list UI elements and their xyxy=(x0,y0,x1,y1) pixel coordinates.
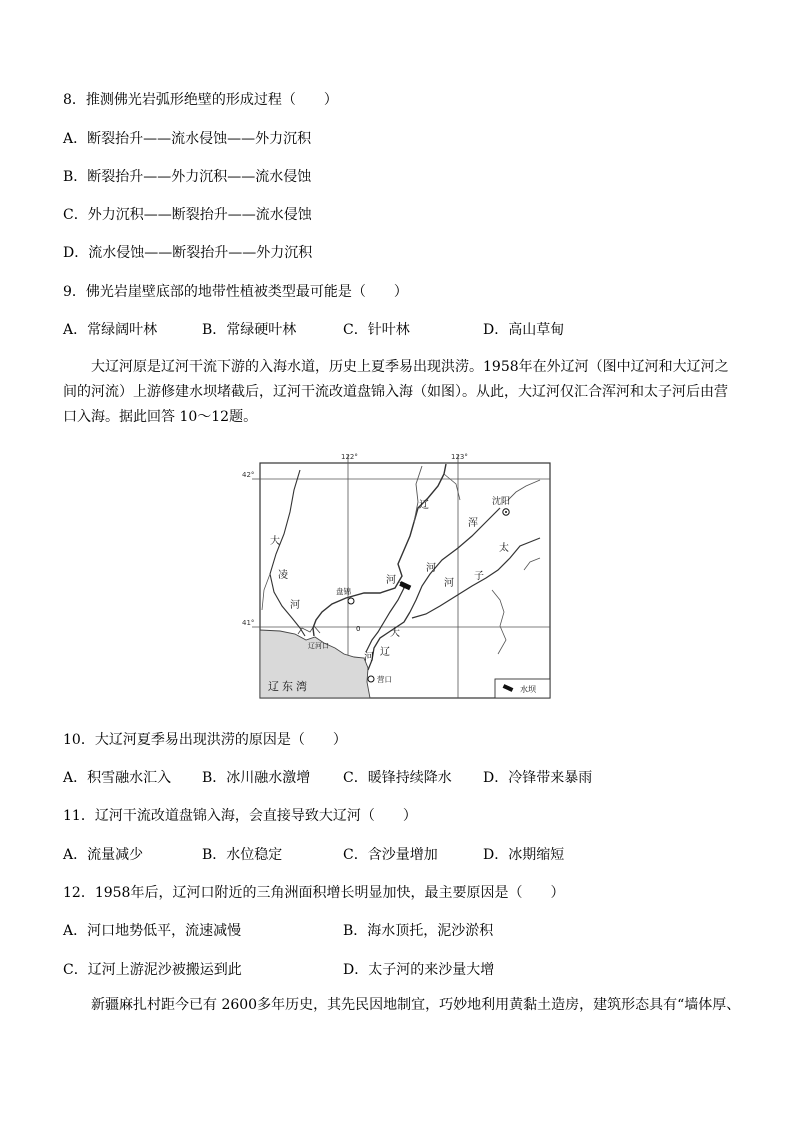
passage-daliao: 大辽河原是辽河干流下游的入海水道，历史上夏季易出现洪涝。1958年在外辽河（图中辽河和大辽河之间的河流）上游修建水坝堵截后，辽河干流改道盘锦入海（如图）。从此，大辽河仅汇合浑河和太子河后由营口入海。据此回答 10～12题。 xyxy=(63,359,729,425)
label-yingkou: 营口 xyxy=(377,675,392,684)
q11-option-b[interactable]: B．水位稳定 xyxy=(202,847,283,863)
q10-option-d[interactable]: D．冷锋带来暴雨 xyxy=(483,770,593,786)
q12-option-c[interactable]: C．辽河上游泥沙被搬运到此 xyxy=(63,962,242,978)
panjin-marker xyxy=(348,598,354,604)
q10-stem: 10．大辽河夏季易出现洪涝的原因是（ ） xyxy=(63,732,347,748)
q9-stem: 9．佛光岩崖壁底部的地带性植被类型最可能是（ ） xyxy=(63,284,408,300)
label-taizi-2: 子 xyxy=(474,571,484,582)
q10-option-b[interactable]: B．冰川融水激增 xyxy=(202,770,311,786)
label-lat-42: 42° xyxy=(242,471,255,479)
label-lon-122: 122° xyxy=(341,453,358,461)
label-liaodong-bay: 辽东湾 xyxy=(268,680,310,693)
label-scale-zero: 0 xyxy=(356,625,361,633)
label-lon-123: 123° xyxy=(451,453,468,461)
q10-option-a[interactable]: A．积雪融水汇入 xyxy=(63,770,172,786)
label-daliao-3: 河 xyxy=(364,652,374,663)
q12-option-d[interactable]: D．太子河的来沙量大增 xyxy=(343,962,495,978)
label-liao-1: 辽 xyxy=(419,500,429,511)
label-daliao-1: 大 xyxy=(390,628,400,639)
label-liao-2: 河 xyxy=(386,575,396,586)
q9-option-a[interactable]: A．常绿阔叶林 xyxy=(63,322,158,338)
label-daliao-2: 辽 xyxy=(380,647,390,658)
q8-stem: 8．推测佛光岩弧形绝壁的形成过程（ ） xyxy=(63,92,338,108)
label-daling-2: 凌 xyxy=(278,570,288,581)
q8-option-d[interactable]: D．流水侵蚀——断裂抬升——外力沉积 xyxy=(63,245,313,261)
label-taizi-3: 河 xyxy=(426,563,436,574)
liaohe-map xyxy=(240,450,552,702)
q11-stem: 11．辽河干流改道盘锦入海，会直接导致大辽河（ ） xyxy=(63,808,417,824)
q9-option-c[interactable]: C．针叶林 xyxy=(343,322,410,338)
label-daling-3: 河 xyxy=(290,600,300,611)
q12-option-a[interactable]: A．河口地势低平，流速减慢 xyxy=(63,923,242,939)
label-panjin: 盘锦 xyxy=(336,587,351,596)
q11-option-d[interactable]: D．冰期缩短 xyxy=(483,847,565,863)
passage-mazha: 新疆麻扎村距今已有 2600多年历史，其先民因地制宜，巧妙地利用黄黏土造房，建筑形态具有“墙体厚、 xyxy=(91,997,741,1013)
yingkou-marker xyxy=(368,676,374,682)
label-liaohekou: 辽河口 xyxy=(308,642,329,650)
q8-option-a[interactable]: A．断裂抬升——流水侵蚀——外力沉积 xyxy=(63,131,312,147)
label-taizi-1: 太 xyxy=(499,543,509,554)
q12-option-b[interactable]: B．海水顶托，泥沙淤积 xyxy=(343,923,494,939)
q11-option-c[interactable]: C．含沙量增加 xyxy=(343,847,438,863)
label-hun-2: 河 xyxy=(444,578,454,589)
label-lat-41: 41° xyxy=(242,619,255,627)
label-shenyang: 沈阳 xyxy=(492,497,511,507)
q9-option-d[interactable]: D．高山草甸 xyxy=(483,322,565,338)
label-daling-1: 大 xyxy=(270,536,280,547)
q9-option-b[interactable]: B．常绿硬叶林 xyxy=(202,322,297,338)
q10-option-c[interactable]: C．暖锋持续降水 xyxy=(343,770,452,786)
label-hun-1: 浑 xyxy=(468,518,478,529)
q11-option-a[interactable]: A．流量减少 xyxy=(63,847,144,863)
q8-option-b[interactable]: B．断裂抬升——外力沉积——流水侵蚀 xyxy=(63,169,312,185)
q12-stem: 12．1958年后，辽河口附近的三角洲面积增长明显加快，最主要原因是（ ） xyxy=(63,885,565,901)
label-legend-dam: 水坝 xyxy=(520,685,536,694)
q8-option-c[interactable]: C．外力沉积——断裂抬升——流水侵蚀 xyxy=(63,207,312,223)
